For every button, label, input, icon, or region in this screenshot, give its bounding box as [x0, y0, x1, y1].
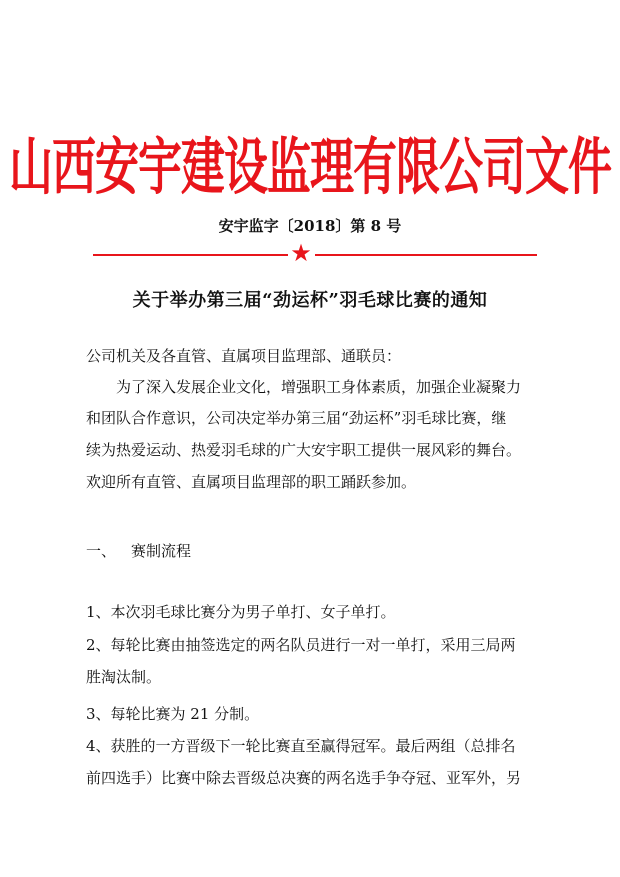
document-number: 安宇监字〔2018〕第 8 号: [218, 217, 402, 235]
notice-title: 关于举办第三届“劲运杯”羽毛球比赛的通知: [132, 290, 488, 311]
intro-line: 为了深入发展企业文化，增强职工身体素质，加强企业凝聚力: [116, 378, 522, 396]
red-divider-left: [93, 254, 288, 256]
rule-line: 3、每轮比赛为 21 分制。: [86, 705, 260, 723]
red-divider-right: [315, 254, 537, 256]
rule-line: 1、本次羽毛球比赛分为男子单打、女子单打。: [86, 603, 396, 621]
section-title: 赛制流程: [131, 542, 192, 560]
rule-line: 2、每轮比赛由抽签选定的两名队员进行一对一单打，采用三局两: [86, 636, 516, 654]
recipients-line: 公司机关及各直管、直属项目监理部、通联员：: [86, 347, 402, 365]
rule-line: 前四选手）比赛中除去晋级总决赛的两名选手争夺冠、亚军外，另: [86, 769, 522, 787]
section-number: 一、: [86, 542, 117, 560]
rule-line: 胜淘汰制。: [86, 668, 162, 686]
rule-line: 4、获胜的一方晋级下一轮比赛直至赢得冠军。最后两组（总排名: [86, 737, 516, 755]
star-icon: ★: [290, 239, 312, 267]
intro-line: 和团队合作意识，公司决定举办第三届“劲运杯”羽毛球比赛，继: [86, 409, 507, 427]
intro-line: 欢迎所有直管、直属项目监理部的职工踊跃参加。: [86, 473, 417, 491]
intro-line: 续为热爱运动、热爱羽毛球的广大安宇职工提供一展风彩的舞台。: [86, 441, 522, 459]
document-masthead: 山西安宇建设监理有限公司文件: [9, 132, 611, 204]
